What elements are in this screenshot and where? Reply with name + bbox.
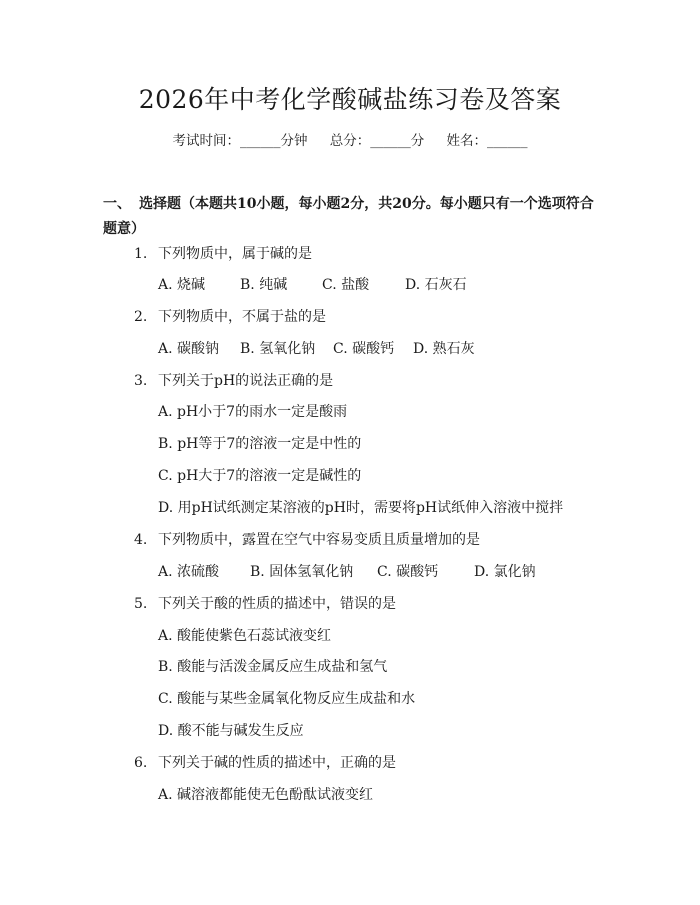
question-6 (134, 754, 396, 772)
question-3-option-b: B. pH等于7的溶液一定是中性的 (158, 436, 362, 452)
exam-time (172, 132, 307, 150)
exam-info (0, 132, 700, 150)
question-text: 下列关于碱的性质的描述中，正确的是 (158, 755, 396, 771)
question-4-option-c: C. 碳酸钙 (377, 564, 439, 580)
question-2-option-c: C. 碳酸钙 (333, 341, 395, 357)
question-text: 下列关于pH的说法正确的是 (158, 373, 334, 389)
exam-time-unit: 分钟 (280, 133, 308, 149)
total-score-unit: 分 (410, 133, 425, 149)
question-5-option-c: C. 酸能与某些金属氧化物反应生成盐和水 (158, 691, 416, 707)
question-5-option-a: A. 酸能使紫色石蕊试液变红 (158, 628, 332, 644)
question-5 (134, 595, 396, 613)
question-text: 下列物质中，属于碱的是 (158, 246, 312, 262)
question-4-option-a: A. 浓硫酸 (158, 564, 220, 580)
exam-time-blank: ______ (239, 133, 281, 149)
question-6-option-a: A. 碱溶液都能使无色酚酞试液变红 (158, 787, 374, 803)
question-text: 下列关于酸的性质的描述中，错误的是 (158, 596, 396, 612)
question-4-option-d: D. 氯化钠 (474, 564, 536, 580)
question-2-option-d: D. 熟石灰 (413, 341, 475, 357)
total-score-label: 总分： (329, 133, 371, 149)
question-5-option-b: B. 酸能与活泼金属反应生成盐和氢气 (158, 659, 388, 675)
question-number: 1. (134, 246, 148, 262)
question-3-option-a: A. pH小于7的雨水一定是酸雨 (158, 404, 348, 420)
question-3-option-d: D. 用pH试纸测定某溶液的pH时，需要将pH试纸伸入溶液中搅拌 (158, 500, 564, 516)
question-2-option-b: B. 氢氧化钠 (240, 341, 316, 357)
question-3 (134, 372, 333, 390)
section-heading (103, 192, 603, 242)
question-number: 5. (134, 596, 148, 612)
question-4 (134, 531, 480, 549)
total-score-blank: ______ (370, 133, 411, 149)
question-text: 下列物质中，不属于盐的是 (158, 309, 326, 325)
student-name-blank: ______ (487, 133, 528, 149)
student-name (447, 132, 528, 150)
question-1-option-c: C. 盐酸 (322, 277, 370, 293)
question-number: 4. (134, 532, 148, 548)
section-number: 一、 (103, 196, 131, 212)
question-3-option-c: C. pH大于7的溶液一定是碱性的 (158, 468, 362, 484)
question-1 (134, 245, 312, 263)
question-number: 6. (134, 755, 148, 771)
question-1-option-b: B. 纯碱 (240, 277, 288, 293)
page-title: 2026年中考化学酸碱盐练习卷及答案 (138, 85, 562, 114)
question-2-option-a: A. 碳酸钠 (158, 341, 220, 357)
exam-time-label: 考试时间： (172, 133, 240, 149)
student-name-label: 姓名： (446, 133, 488, 149)
question-5-option-d: D. 酸不能与碱发生反应 (158, 723, 304, 739)
total-score (330, 132, 425, 150)
question-text: 下列物质中，露置在空气中容易变质且质量增加的是 (158, 532, 480, 548)
question-2 (134, 308, 326, 326)
question-1-option-a: A. 烧碱 (158, 277, 206, 293)
section-title: 选择题（本题共10小题，每小题2分，共20分。每小题只有一个选项符合题意） (103, 196, 594, 237)
question-number: 3. (134, 373, 148, 389)
question-4-option-b: B. 固体氢氧化钠 (250, 564, 354, 580)
question-1-option-d: D. 石灰石 (405, 277, 467, 293)
question-number: 2. (134, 309, 148, 325)
